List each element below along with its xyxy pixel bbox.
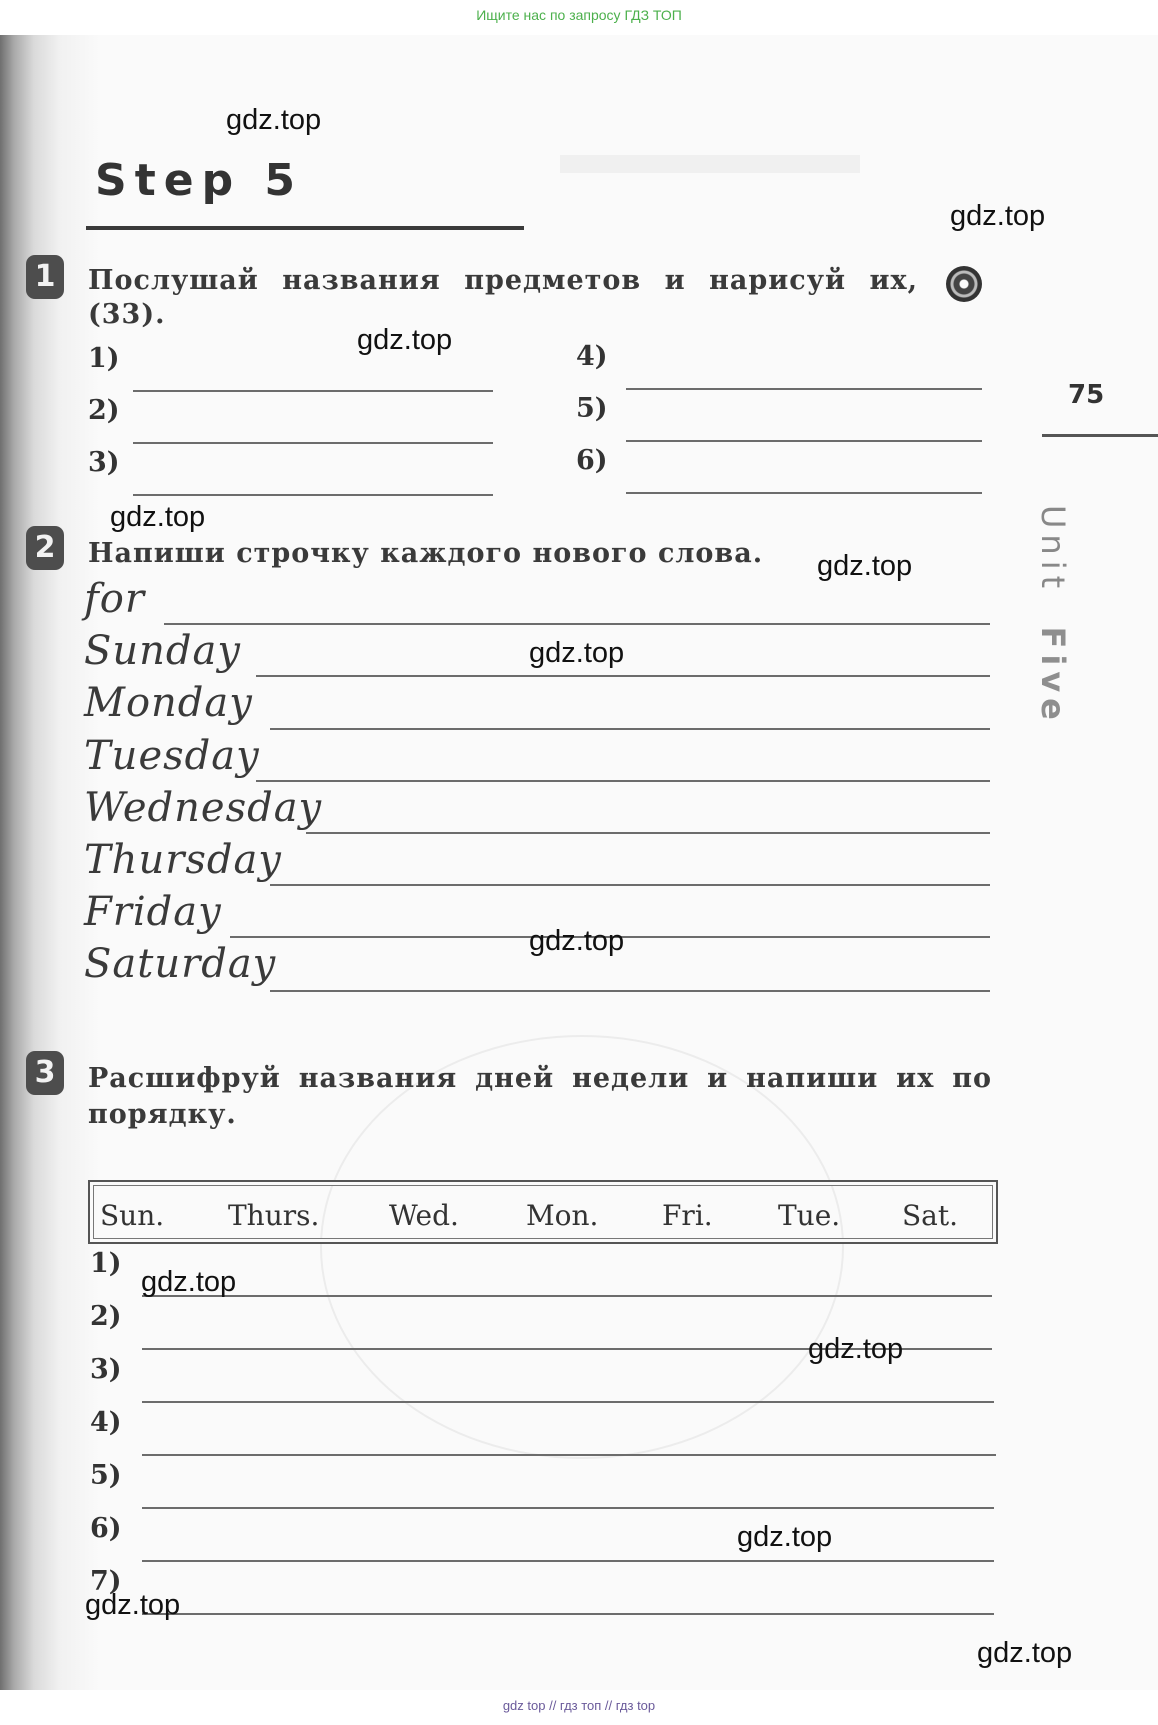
exercise-1-badge: 1	[26, 255, 64, 299]
answer-label: 5)	[90, 1460, 122, 1491]
exercise-2-badge: 2	[26, 526, 64, 570]
watermark: gdz.top	[950, 200, 1046, 232]
answer-line[interactable]	[133, 442, 493, 444]
watermark: gdz.top	[977, 1637, 1073, 1669]
workbook-page	[0, 35, 1158, 1690]
bleed-through-ghost	[320, 1035, 844, 1459]
cursive-word: Tuesday	[84, 733, 260, 779]
watermark: gdz.top	[817, 550, 913, 582]
answer-line[interactable]	[626, 492, 982, 494]
answer-line[interactable]	[142, 1401, 994, 1403]
answer-label: 2)	[88, 395, 120, 426]
unit-number-label: Five	[1034, 626, 1072, 726]
step-title: Step 5	[95, 155, 303, 206]
copy-line[interactable]	[306, 832, 990, 834]
day-abbreviation: Mon.	[526, 1199, 599, 1232]
watermark: gdz.top	[110, 501, 206, 533]
watermark: gdz.top	[357, 324, 453, 356]
unit-label: Unit	[1034, 505, 1072, 595]
watermark: gdz.top	[737, 1521, 833, 1553]
answer-line[interactable]	[142, 1454, 996, 1456]
answer-label: 7)	[90, 1566, 122, 1597]
cursive-word: Sunday	[84, 628, 241, 674]
watermark: gdz.top	[529, 637, 625, 669]
day-abbreviation: Wed.	[389, 1199, 459, 1232]
exercise-3-instruction: Расшифруй названия дней недели и напиши их по	[88, 1063, 992, 1094]
answer-label: 4)	[576, 341, 608, 372]
exercise-1-instruction: Послушай названия предметов и нарисуй их,	[88, 265, 918, 296]
step-underline	[86, 226, 524, 230]
watermark: gdz.top	[226, 104, 322, 136]
answer-label: 1)	[90, 1248, 122, 1279]
copy-line[interactable]	[270, 728, 990, 730]
answer-label: 2)	[90, 1301, 122, 1332]
copy-line[interactable]	[270, 884, 990, 886]
copy-line[interactable]	[270, 990, 990, 992]
audio-cd-icon	[946, 266, 982, 302]
answer-line[interactable]	[142, 1613, 994, 1615]
answer-label: 6)	[90, 1513, 122, 1544]
answer-line[interactable]	[626, 388, 982, 390]
answer-line[interactable]	[626, 440, 982, 442]
cursive-word: Thursday	[84, 837, 282, 883]
exercise-3-badge: 3	[26, 1051, 64, 1095]
bleed-through-ghost	[560, 155, 860, 173]
answer-line[interactable]	[142, 1295, 992, 1297]
answer-label: 3)	[90, 1354, 122, 1385]
cursive-word: Monday	[84, 680, 253, 726]
day-abbreviation: Tue.	[778, 1199, 841, 1232]
watermark: gdz.top	[141, 1266, 237, 1298]
side-divider	[1042, 434, 1158, 437]
copy-line[interactable]	[256, 780, 990, 782]
cursive-word: for	[84, 576, 146, 622]
exercise-2-instruction: Напиши строчку каждого нового слова.	[88, 538, 764, 569]
cursive-word: Wednesday	[84, 785, 323, 831]
footer-links: gdz top // гдз топ // гдз top	[502, 1698, 656, 1713]
answer-label: 4)	[90, 1407, 122, 1438]
cursive-word: Friday	[84, 889, 222, 935]
watermark: gdz.top	[529, 925, 625, 957]
search-hint: Ищите нас по запросу ГДЗ ТОП	[476, 7, 682, 23]
answer-line[interactable]	[133, 390, 493, 392]
answer-label: 1)	[88, 343, 120, 374]
answer-label: 6)	[576, 445, 608, 476]
answer-line[interactable]	[142, 1560, 994, 1562]
watermark: gdz.top	[85, 1589, 181, 1621]
answer-line[interactable]	[133, 494, 493, 496]
answer-label: 5)	[576, 393, 608, 424]
day-abbreviation: Fri.	[662, 1199, 713, 1232]
answer-line[interactable]	[142, 1507, 994, 1509]
answer-label: 3)	[88, 447, 120, 478]
day-abbreviation: Sun.	[100, 1199, 165, 1232]
unit-side-label	[1034, 505, 1072, 726]
day-abbreviation: Sat.	[902, 1199, 959, 1232]
day-abbreviation: Thurs.	[228, 1199, 320, 1232]
exercise-3-instruction-cont: порядку.	[88, 1099, 237, 1130]
watermark: gdz.top	[808, 1333, 904, 1365]
copy-line[interactable]	[256, 675, 990, 677]
cursive-word: Saturday	[84, 941, 277, 987]
page-number: 75	[1068, 380, 1105, 410]
copy-line[interactable]	[164, 623, 990, 625]
exercise-1-track: (33).	[88, 299, 166, 330]
